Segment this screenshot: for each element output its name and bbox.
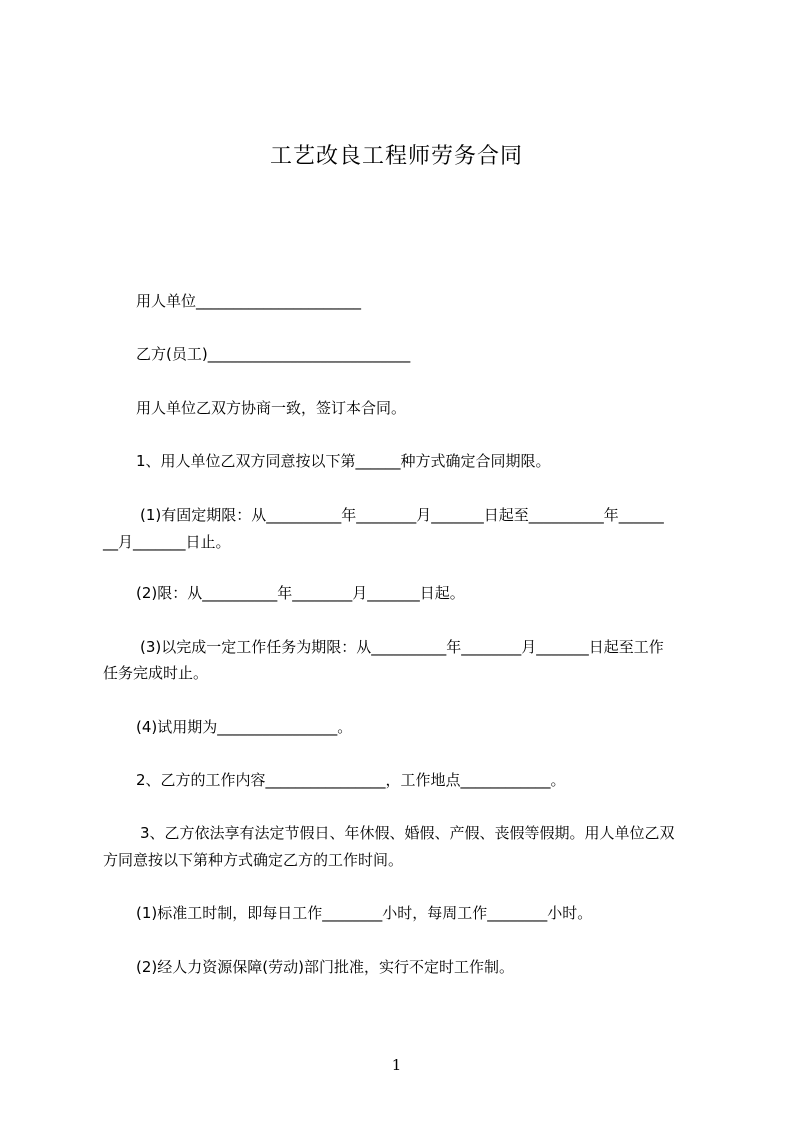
agreement-line: 用人单位乙双方协商一致，签订本合同。 <box>136 399 407 417</box>
clause-1-task-term-line-1: (3)以完成一定工作任务为期限：从__________年________月_______日起至工作 <box>140 638 664 656</box>
page-number: 1 <box>391 1056 402 1074</box>
clause-1-task-term-line-2: 任务完成时止。 <box>103 664 209 682</box>
employer-line: 用人单位______________________ <box>136 292 362 310</box>
working-hours-flexible-line: (2)经人力资源保障(劳动)部门批准，实行不定时工作制。 <box>136 958 514 976</box>
clause-1-open-term-line: (2)限：从__________年________月_______日起。 <box>136 584 465 602</box>
clause-3-line-1: 3、乙方依法享有法定节假日、年休假、婚假、产假、丧假等假期。用人单位乙双 <box>140 824 675 842</box>
working-hours-standard-line: (1)标准工时制，即每日工作________小时，每周工作________小时。 <box>136 904 593 922</box>
clause-3-line-2: 方同意按以下第种方式确定乙方的工作时间。 <box>103 851 404 869</box>
clause-2-line: 2、乙方的工作内容________________，工作地点____________。 <box>136 771 566 789</box>
clause-1-fixed-term-line-2: __月_______日止。 <box>103 533 231 551</box>
clause-1-line: 1、用人单位乙双方同意按以下第______种方式确定合同期限。 <box>136 452 551 470</box>
clause-1-fixed-term-line-1: (1)有固定期限：从__________年________月_______日起至__________年______ <box>140 506 664 524</box>
probation-line: (4)试用期为________________。 <box>136 718 353 736</box>
document-title: 工艺改良工程师劳务合同 <box>269 144 523 169</box>
employee-line: 乙方(员工)___________________________ <box>136 345 411 363</box>
